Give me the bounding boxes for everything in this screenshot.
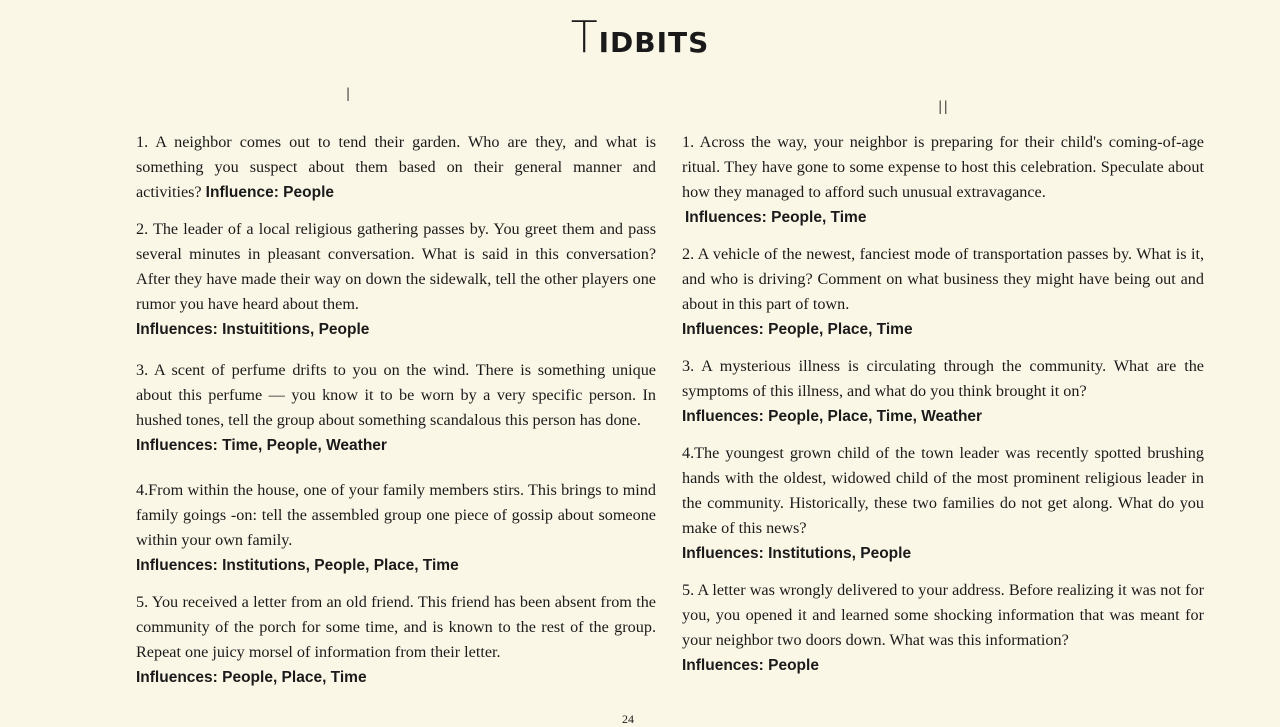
column-right (682, 80, 1204, 690)
tidbit-influences: Influences: Institutions, People, Place, Time (136, 557, 459, 574)
tidbit-influences: Influences: People (682, 657, 819, 674)
tidbit-item (682, 242, 1204, 342)
tidbit-item (136, 478, 656, 578)
tidbit-influences: Influences: People, Time (685, 209, 867, 226)
tidbit-text: 2. A vehicle of the newest, fanciest mode of transportation passes by. What is it, and who is driving? Comment on what business they might have being out and about in this part of town. (682, 245, 1204, 313)
tidbit-influences: Influence: People (205, 184, 335, 201)
tidbit-item (682, 354, 1204, 429)
tidbit-text: 4.The youngest grown child of the town leader was recently spotted brushing hands with the oldest, widowed child of the most prominent religious leader in the community. Historically, these two families do not get along. What do you make of this news? (682, 444, 1204, 537)
tidbit-influences: Influences: Institutions, People (682, 545, 912, 562)
column-heading-right: II (937, 97, 949, 119)
tidbit-text: 5. A letter was wrongly delivered to your address. Before realizing it was not for you, you opened it and learned some shocking information that was meant for your neighbor two doors down. What was this information? (682, 581, 1204, 649)
tidbit-influences: Influences: People, Place, Time, Weather (682, 408, 983, 425)
tidbit-influences: Influences: Instuititions, People (136, 321, 370, 338)
tidbit-influences: Influences: People, Place, Time (682, 321, 913, 338)
tidbit-influences: Influences: Time, People, Weather (136, 437, 387, 454)
tidbit-influences: Influences: People, Place, Time (136, 669, 367, 686)
tidbit-item (136, 358, 656, 458)
tidbit-text: 3. A mysterious illness is circulating through the community. What are the symptoms of this illness, and what do you think brought it on? (682, 357, 1204, 400)
tidbit-item (136, 217, 656, 342)
tidbit-item (136, 130, 656, 205)
tidbit-text: 5. You received a letter from an old friend. This friend has been absent from the community of the porch for some time, and is known to the rest of the group. Repeat one juicy morsel of information from their letter. (136, 593, 656, 661)
tidbit-item (682, 130, 1204, 230)
column-left (136, 80, 656, 702)
title-first-letter: T (570, 12, 599, 63)
tidbit-item (682, 441, 1204, 566)
tidbit-item (682, 578, 1204, 678)
tidbit-text: 3. A scent of perfume drifts to you on the wind. There is something unique about this perfume — you know it to be worn by a very specific person. In hushed tones, tell the group about something scandalous this person has done. (136, 361, 656, 429)
page-number: 24 (622, 712, 634, 726)
title-rest: IDBITS (598, 26, 710, 59)
tidbit-item (136, 590, 656, 690)
tidbit-text: 1. A neighbor comes out to tend their garden. Who are they, and what is something you suspect about them based on their general manner and activities? (136, 133, 656, 201)
tidbit-text: 1. Across the way, your neighbor is preparing for their child's coming-of-age ritual. They have gone to some expense to host this celebration. Speculate about how they managed to afford such unusual extravagance. (682, 133, 1204, 201)
tidbit-text: 4.From within the house, one of your family members stirs. This brings to mind family goings -on: tell the assembled group one piece of gossip about someone within your own family. (136, 481, 656, 549)
column-heading-left: I (345, 84, 351, 106)
page-title (0, 14, 1280, 67)
tidbit-text: 2. The leader of a local religious gathering passes by. You greet them and pass several minutes in pleasant conversation. What is said in this conversation? After they have made their way on down the sidewalk, tell the other players one rumor you have heard about them. (136, 220, 656, 313)
